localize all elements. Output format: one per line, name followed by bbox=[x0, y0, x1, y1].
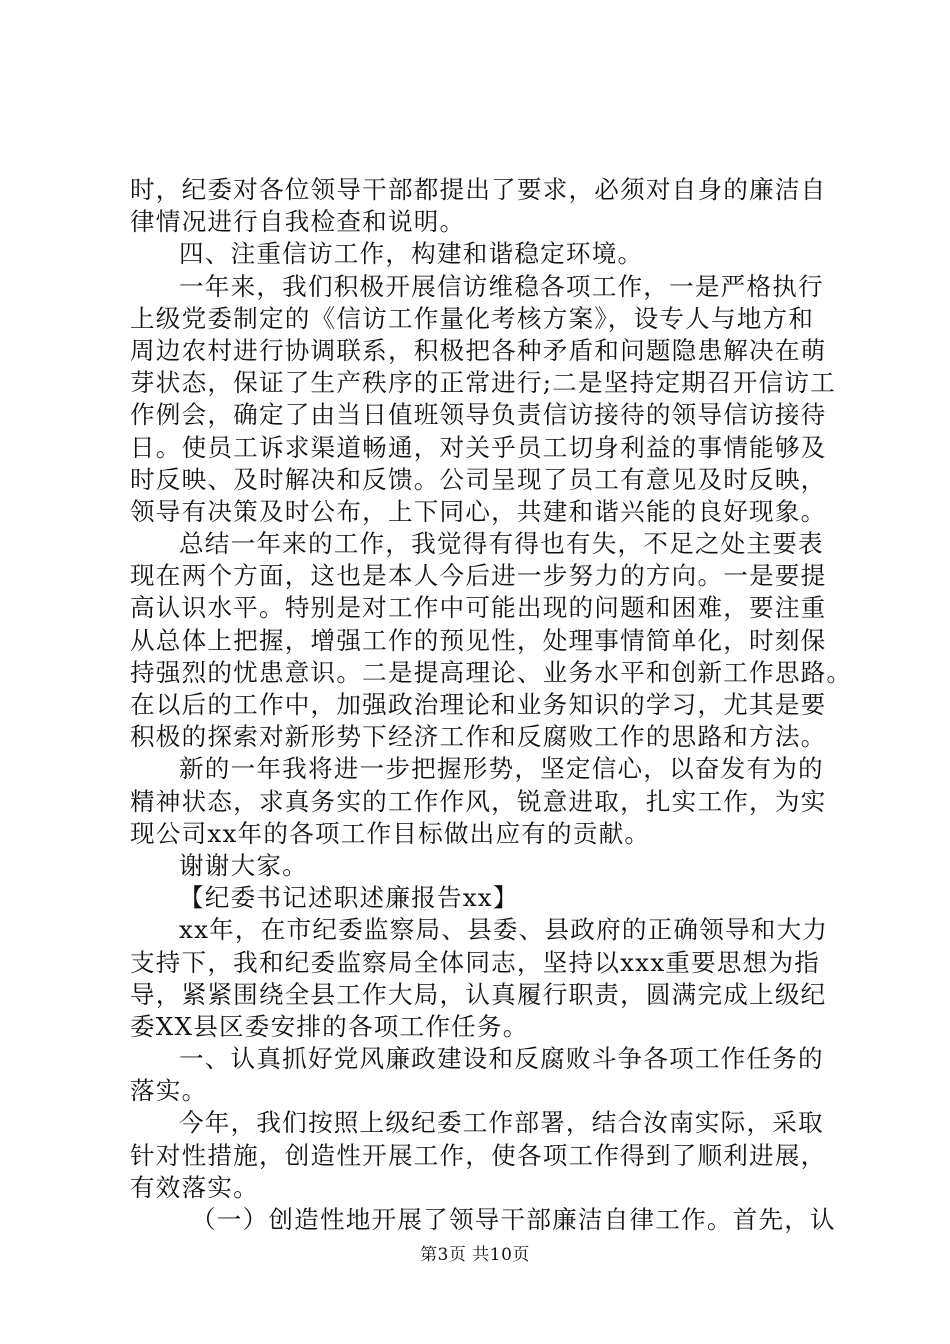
text-line: 四、注重信访工作，构建和谐稳定环境。 bbox=[179, 239, 644, 269]
text-line: 精神状态，求真务实的工作作风，锐意进取，扎实工作，为实 bbox=[130, 786, 827, 816]
text-line: 在以后的工作中，加强政治理论和业务知识的学习，尤其是要 bbox=[130, 690, 827, 719]
text-line: 现在两个方面，这也是本人今后进一步努力的方向。一是要提 bbox=[130, 561, 827, 591]
text-line: 积极的探索对新形势下经济工作和反腐败工作的思路和方法。 bbox=[130, 722, 827, 752]
text-line: 一、认真抓好党风廉政建设和反腐败斗争各项工作任务的 bbox=[179, 1044, 824, 1074]
text-line: 谢谢大家。 bbox=[179, 850, 308, 880]
text-line: 作例会，确定了由当日值班领导负责信访接待的领导信访接待 bbox=[130, 400, 827, 430]
text-line: xx年，在市纪委监察局、县委、县政府的正确领导和大力 bbox=[179, 915, 829, 945]
text-line: 导，紧紧围绕全县工作大局，认真履行职责，圆满完成上级纪 bbox=[130, 979, 827, 1009]
page-footer: 第3页 共10页 bbox=[420, 1245, 530, 1265]
text-line: 芽状态，保证了生产秩序的正常进行;二是坚持定期召开信访工 bbox=[130, 368, 836, 398]
text-line: 时反映、及时解决和反馈。公司呈现了员工有意见及时反映， bbox=[130, 464, 827, 494]
text-line: 领导有决策及时公布，上下同心，共建和谐兴能的良好现象。 bbox=[130, 496, 827, 526]
text-line: 上级党委制定的《信访工作量化考核方案》，设专人与地方和 bbox=[130, 303, 815, 333]
text-line: 律情况进行自我检查和说明。 bbox=[130, 207, 466, 237]
text-line: 一年来，我们积极开展信访维稳各项工作，一是严格执行 bbox=[179, 271, 824, 301]
document-body bbox=[130, 174, 853, 1236]
text-line: 有效落实。 bbox=[130, 1172, 259, 1202]
text-line: 针对性措施，创造性开展工作，使各项工作得到了顺利进展， bbox=[130, 1140, 827, 1170]
text-line: 日。使员工诉求渠道畅通，对关乎员工切身利益的事情能够及 bbox=[130, 432, 827, 462]
text-line: 高认识水平。特别是对工作中可能出现的问题和困难，要注重 bbox=[130, 593, 827, 623]
text-line: 【纪委书记述职述廉报告xx】 bbox=[179, 883, 519, 913]
text-line: 现公司xx年的各项工作目标做出应有的贡献。 bbox=[130, 818, 651, 848]
text-line: 落实。 bbox=[130, 1076, 208, 1106]
text-line: 支持下，我和纪委监察局全体同志，坚持以xxx重要思想为指 bbox=[130, 947, 821, 977]
text-line: （一）创造性地开展了领导干部廉洁自律工作。首先，认 bbox=[191, 1205, 836, 1234]
text-line: 总结一年来的工作，我觉得有得也有失，不足之处主要表 bbox=[179, 529, 824, 559]
text-line: 今年，我们按照上级纪委工作部署，结合汝南实际，采取 bbox=[179, 1108, 824, 1138]
text-line: 委XX县区委安排的各项工作任务。 bbox=[130, 1011, 529, 1041]
text-line: 持强烈的忧患意识。二是提高理论、业务水平和创新工作思路。 bbox=[130, 657, 853, 687]
text-line: 新的一年我将进一步把握形势，坚定信心，以奋发有为的 bbox=[179, 754, 824, 784]
text-line: 周边农村进行协调联系，积极把各种矛盾和问题隐患解决在萌 bbox=[130, 335, 827, 365]
text-line: 时，纪委对各位领导干部都提出了要求，必须对自身的廉洁自 bbox=[130, 175, 827, 204]
text-line: 从总体上把握，增强工作的预见性，处理事情简单化，时刻保 bbox=[130, 625, 827, 655]
